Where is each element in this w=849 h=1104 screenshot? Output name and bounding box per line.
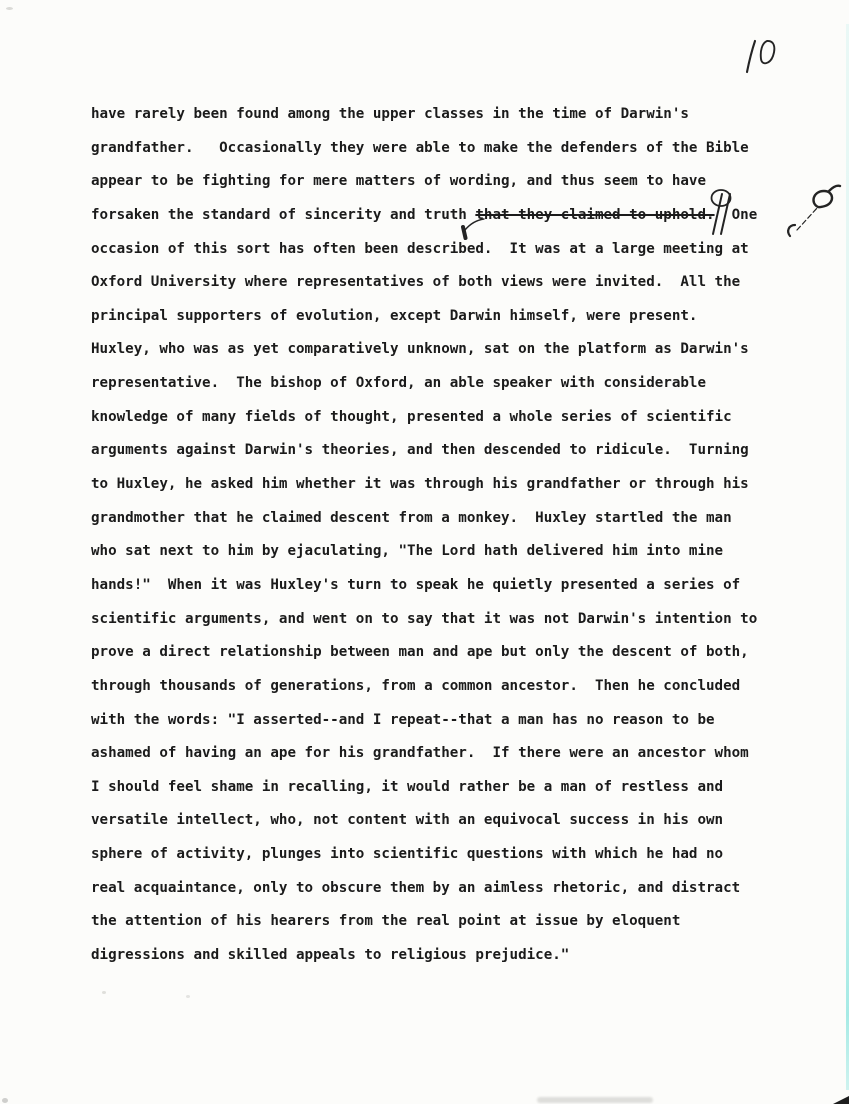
typed-text: scientific arguments, and went on to say that it was not Darwin's intention to [91,610,758,627]
typescript-text-block [91,98,791,973]
typescript-line [91,670,791,704]
typescript-line [91,535,791,569]
typescript-line [91,132,791,166]
typed-text: through thousands of generations, from a common ancestor. Then he concluded [91,677,741,694]
smudge [6,7,13,10]
typed-text: arguments against Darwin's theories, and then descended to ridicule. Turning [91,442,749,459]
typed-text: digressions and skilled appeals to religious prejudice." [91,947,570,964]
typed-text: sphere of activity, plunges into scientific questions with which he had no [91,846,724,863]
typescript-line [91,367,791,401]
typed-text: to Huxley, he asked him whether it was through his grandfather or through his [91,476,749,493]
typed-text: principal supporters of evolution, except Darwin himself, were present. [91,307,698,324]
typed-text: I should feel shame in recalling, it would rather be a man of restless and [91,778,724,795]
typed-text: the attention of his hearers from the real point at issue by eloquent [91,913,681,930]
typescript-line [91,905,791,939]
typescript-line [91,569,791,603]
typescript-line [91,804,791,838]
typescript-line [91,603,791,637]
typescript-line [91,636,791,670]
typescript-line [91,165,791,199]
typescript-line [91,233,791,267]
typed-text: versatile intellect, who, not content with an equivocal success in his own [91,812,724,829]
period-insert-mark [452,206,486,242]
smudge [2,1098,8,1103]
scan-corner-artifact [833,1096,849,1104]
typed-text: One [714,206,758,223]
typescript-line [91,939,791,973]
typed-text: hands!" When it was Huxley's turn to speak he quietly presented a series of [91,576,741,593]
typed-text: representative. The bishop of Oxford, an able speaker with considerable [91,375,706,392]
typescript-line [91,266,791,300]
deleatur-delete-mark [784,182,846,244]
typed-text: occasion of this sort has often been described. It was at a large meeting at [91,240,749,257]
typed-text: grandmother that he claimed descent from a monkey. Huxley startled the man [91,509,732,526]
typescript-line [91,872,791,906]
typescript-line [91,199,791,233]
typescript-line [91,771,791,805]
typed-text: appear to be fighting for mere matters of wording, and thus seem to have [91,173,706,190]
typed-text: real acquaintance, only to obscure them by an aimless rhetoric, and distract [91,879,741,896]
typescript-line [91,434,791,468]
pilcrow-paragraph-mark [700,186,734,238]
typescript-line [91,98,791,132]
typescript-line [91,300,791,334]
typed-text: who sat next to him by ejaculating, "The Lord hath delivered him into mine [91,543,724,560]
typescript-line [91,704,791,738]
typed-text: knowledge of many fields of thought, presented a whole series of scientific [91,408,732,425]
typed-text: with the words: "I asserted--and I repeat--that a man has no reason to be [91,711,715,728]
typescript-line [91,502,791,536]
typescript-line [91,737,791,771]
typescript-line [91,838,791,872]
typed-text: have rarely been found among the upper classes in the time of Darwin's [91,106,689,122]
typed-text: forsaken the standard of sincerity and truth [91,206,476,223]
typescript-line [91,401,791,435]
typed-text: Huxley, who was as yet comparatively unknown, sat on the platform as Darwin's [91,341,749,358]
typed-text: ashamed of having an ape for his grandfather. If there were an ancestor whom [91,745,749,762]
smudge [537,1097,653,1103]
struck-text: that they claimed to uphold. [475,206,715,223]
typescript-line [91,468,791,502]
typed-text: grandfather. Occasionally they were able to make the defenders of the Bible [91,139,749,156]
smudge [102,991,106,994]
smudge [186,995,190,998]
typed-text: Oxford University where representatives of both views were invited. All the [91,274,741,291]
typed-text: prove a direct relationship between man and ape but only the descent of both, [91,644,749,661]
typescript-line [91,333,791,367]
handwritten-page-number [736,34,782,78]
